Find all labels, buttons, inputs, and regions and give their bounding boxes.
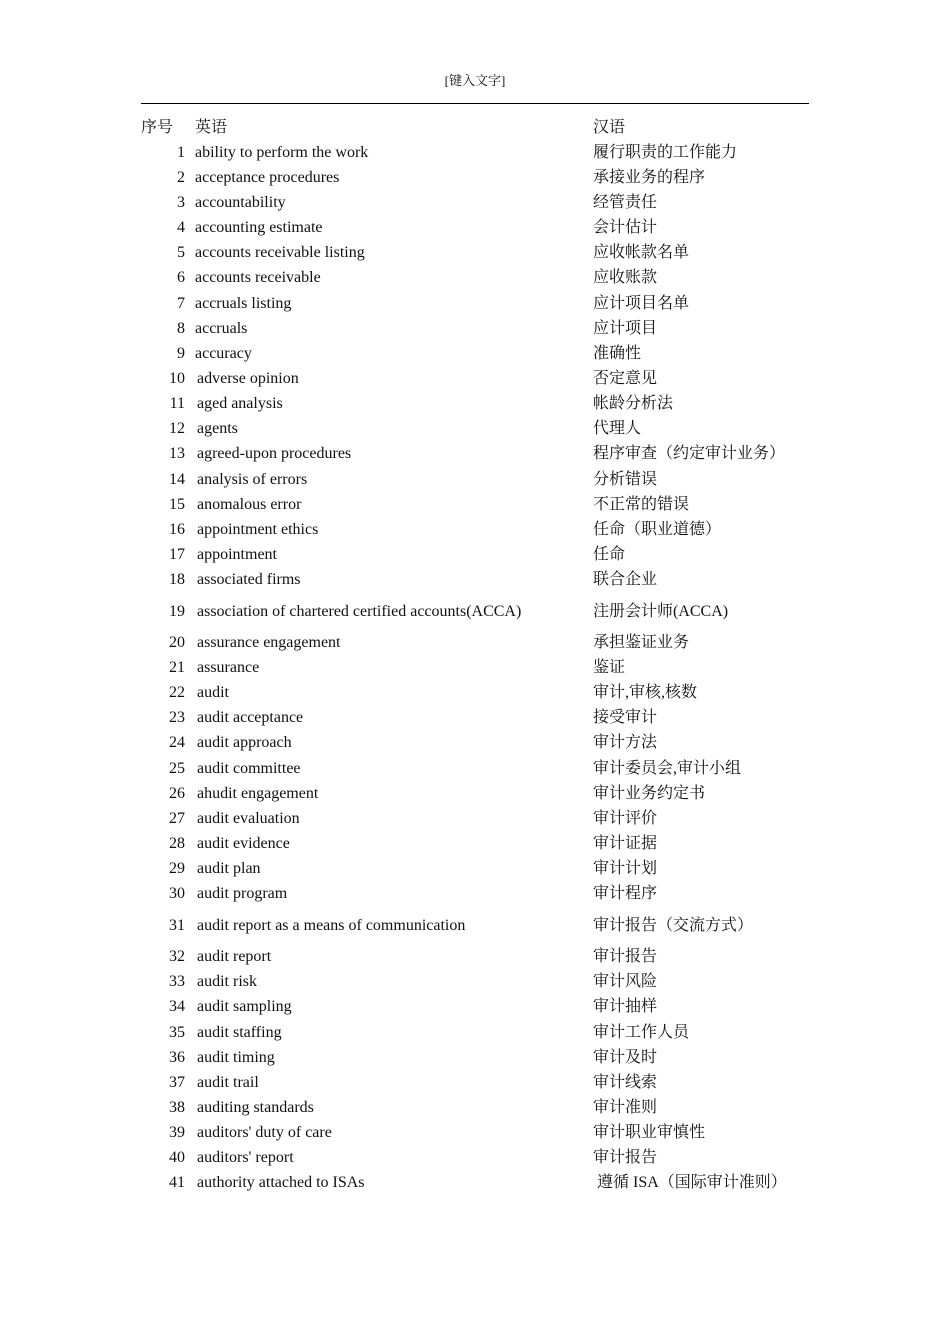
english-term: associated firms [197, 571, 301, 589]
table-row [141, 831, 809, 856]
row-number: 7 [177, 294, 185, 312]
chinese-term: 承担鉴证业务 [593, 633, 690, 651]
chinese-term: 审计线索 [593, 1073, 658, 1091]
english-term: appointment ethics [197, 520, 319, 538]
chinese-term: 应计项目 [593, 319, 658, 337]
row-number: 31 [169, 916, 185, 934]
english-term: accruals [195, 319, 248, 337]
chinese-term: 会计估计 [593, 219, 658, 237]
chinese-term: 任命 [593, 545, 626, 563]
english-term: audit timing [197, 1048, 275, 1066]
english-term: authority attached to ISAs [197, 1174, 365, 1192]
row-number: 6 [177, 269, 185, 287]
table-row [141, 165, 809, 190]
row-number: 13 [169, 445, 185, 463]
row-number: 36 [169, 1048, 185, 1066]
row-number: 35 [169, 1023, 185, 1041]
english-term: audit report as a means of communication [197, 916, 466, 934]
table-row [141, 1121, 809, 1146]
table-row [141, 266, 809, 291]
row-number: 24 [169, 734, 185, 752]
chinese-term: 审计,审核,核数 [593, 684, 698, 702]
table-row [141, 241, 809, 266]
table-row [141, 568, 809, 593]
row-number: 27 [169, 809, 185, 827]
table-row [141, 291, 809, 316]
table-row [141, 216, 809, 241]
row-number: 3 [177, 193, 185, 211]
row-number: 37 [169, 1073, 185, 1091]
table-row [141, 781, 809, 806]
chinese-term: 帐龄分析法 [593, 395, 674, 413]
english-term: audit evaluation [197, 809, 300, 827]
chinese-term: 否定意见 [593, 369, 658, 387]
english-term: audit evidence [197, 835, 290, 853]
english-term: analysis of errors [197, 470, 308, 488]
row-number: 14 [169, 470, 185, 488]
row-number: 29 [169, 860, 185, 878]
column-header-number: 序号 [141, 118, 174, 136]
row-number: 17 [169, 545, 185, 563]
chinese-term: 应收帐款名单 [593, 244, 690, 262]
english-term: audit [197, 684, 229, 702]
table-row [141, 970, 809, 995]
chinese-term: 审计工作人员 [593, 1023, 690, 1041]
table-row [141, 467, 809, 492]
row-number: 20 [169, 633, 185, 651]
table-row [141, 1095, 809, 1120]
chinese-term: 审计计划 [593, 860, 658, 878]
chinese-term: 注册会计师(ACCA) [593, 602, 729, 620]
row-number: 28 [169, 835, 185, 853]
english-term: agreed-upon procedures [197, 445, 352, 463]
row-number: 1 [177, 143, 185, 161]
table-row [141, 1045, 809, 1070]
english-term: accuracy [195, 344, 252, 362]
english-term: acceptance procedures [195, 168, 340, 186]
english-term: auditing standards [197, 1099, 314, 1116]
english-term: adverse opinion [197, 369, 299, 387]
chinese-term: 准确性 [593, 344, 642, 362]
row-number: 10 [169, 369, 185, 387]
chinese-term: 程序审查（约定审计业务） [593, 445, 786, 463]
english-term: audit trail [197, 1073, 259, 1091]
english-term: aged analysis [197, 395, 283, 413]
row-number: 39 [169, 1124, 185, 1142]
english-term: ability to perform the work [195, 143, 369, 161]
english-term: audit approach [197, 734, 292, 752]
chinese-term: 审计证据 [593, 835, 658, 853]
column-header-chinese: 汉语 [593, 118, 626, 136]
row-number: 33 [169, 973, 185, 991]
english-term: audit sampling [197, 998, 292, 1016]
english-term: assurance engagement [197, 633, 341, 651]
chinese-term: 应计项目名单 [593, 294, 690, 312]
table-row [141, 316, 809, 341]
glossary-table [141, 115, 809, 1196]
row-number: 18 [169, 571, 185, 589]
table-row [141, 593, 809, 631]
english-term: audit staffing [197, 1023, 282, 1041]
chinese-term: 应收账款 [593, 269, 658, 287]
table-row [141, 442, 809, 467]
english-term: auditors' duty of care [197, 1124, 332, 1142]
english-term: auditors' report [197, 1149, 294, 1167]
english-term: audit acceptance [197, 709, 304, 727]
english-term: audit plan [197, 860, 261, 878]
row-number: 21 [169, 659, 185, 677]
table-row [141, 907, 809, 945]
chinese-term: 遵循 ISA（国际审计准则） [597, 1174, 787, 1192]
chinese-term: 鉴证 [593, 659, 626, 677]
chinese-term: 不正常的错误 [593, 495, 690, 513]
chinese-term: 分析错误 [593, 470, 658, 488]
chinese-term: 审计风险 [593, 973, 658, 991]
chinese-term: 任命（职业道德） [593, 520, 722, 538]
table-row [141, 630, 809, 655]
chinese-term: 经管责任 [593, 193, 658, 211]
chinese-term: 审计报告 [593, 948, 658, 966]
english-term: accountability [195, 193, 286, 211]
table-row [141, 542, 809, 567]
table-row [141, 656, 809, 681]
row-number: 40 [169, 1149, 185, 1167]
chinese-term: 审计业务约定书 [593, 784, 706, 802]
table-row [141, 706, 809, 731]
row-number: 4 [177, 219, 185, 237]
chinese-term: 审计职业审慎性 [593, 1124, 706, 1142]
english-term: audit risk [197, 973, 257, 991]
english-term: appointment [197, 545, 277, 563]
row-number: 19 [169, 602, 185, 620]
row-number: 32 [169, 948, 185, 966]
table-row [141, 731, 809, 756]
table-row [141, 806, 809, 831]
row-number: 22 [169, 684, 185, 702]
chinese-term: 审计委员会,审计小组 [593, 759, 742, 777]
row-number: 38 [169, 1099, 185, 1116]
english-term: audit report [197, 948, 272, 966]
table-row [141, 1070, 809, 1095]
chinese-term: 审计抽样 [593, 998, 658, 1016]
table-row [141, 857, 809, 882]
row-number: 23 [169, 709, 185, 727]
table-row [141, 190, 809, 215]
row-number: 5 [177, 244, 185, 262]
chinese-term: 接受审计 [593, 709, 658, 727]
table-row [141, 366, 809, 391]
row-number: 15 [169, 495, 185, 513]
row-number: 25 [169, 759, 185, 777]
header-rule [141, 103, 809, 104]
table-row [141, 392, 809, 417]
chinese-term: 审计准则 [593, 1099, 658, 1116]
chinese-term: 审计评价 [593, 809, 658, 827]
row-number: 9 [177, 344, 185, 362]
table-row [141, 140, 809, 165]
chinese-term: 审计报告（交流方式） [593, 916, 754, 934]
chinese-term: 审计方法 [593, 734, 658, 752]
english-term: accruals listing [195, 294, 292, 312]
table-row [141, 341, 809, 366]
table-row [141, 1146, 809, 1171]
table-row [141, 492, 809, 517]
english-term: accounts receivable [195, 269, 321, 287]
row-number: 8 [177, 319, 185, 337]
english-term: ahudit engagement [197, 784, 319, 802]
chinese-term: 联合企业 [593, 571, 658, 589]
page-header: [键入文字] [444, 73, 506, 88]
table-row [141, 945, 809, 970]
english-term: assurance [197, 659, 260, 677]
chinese-term: 代理人 [593, 420, 642, 438]
row-number: 34 [169, 998, 185, 1016]
table-header-row [141, 115, 809, 140]
english-term: audit program [197, 885, 288, 903]
row-number: 30 [169, 885, 185, 903]
chinese-term: 承接业务的程序 [593, 168, 706, 186]
table-row [141, 756, 809, 781]
english-term: accounting estimate [195, 219, 323, 237]
chinese-term: 履行职责的工作能力 [593, 143, 738, 161]
table-row [141, 995, 809, 1020]
table-row [141, 1020, 809, 1045]
chinese-term: 审计报告 [593, 1149, 658, 1167]
table-row [141, 681, 809, 706]
chinese-term: 审计程序 [593, 885, 658, 903]
english-term: association of chartered certified accounts(ACCA) [197, 602, 522, 620]
row-number: 26 [169, 784, 185, 802]
english-term: agents [197, 420, 238, 438]
english-term: anomalous error [197, 495, 302, 513]
chinese-term: 审计及时 [593, 1048, 658, 1066]
row-number: 12 [169, 420, 185, 438]
row-number: 16 [169, 520, 185, 538]
english-term: accounts receivable listing [195, 244, 365, 262]
table-row [141, 882, 809, 907]
row-number: 2 [177, 168, 185, 186]
table-row [141, 417, 809, 442]
english-term: audit committee [197, 759, 301, 777]
row-number: 11 [169, 395, 185, 413]
table-row [141, 517, 809, 542]
column-header-english: 英语 [195, 118, 228, 136]
table-row [141, 1171, 809, 1196]
row-number: 41 [169, 1174, 185, 1192]
